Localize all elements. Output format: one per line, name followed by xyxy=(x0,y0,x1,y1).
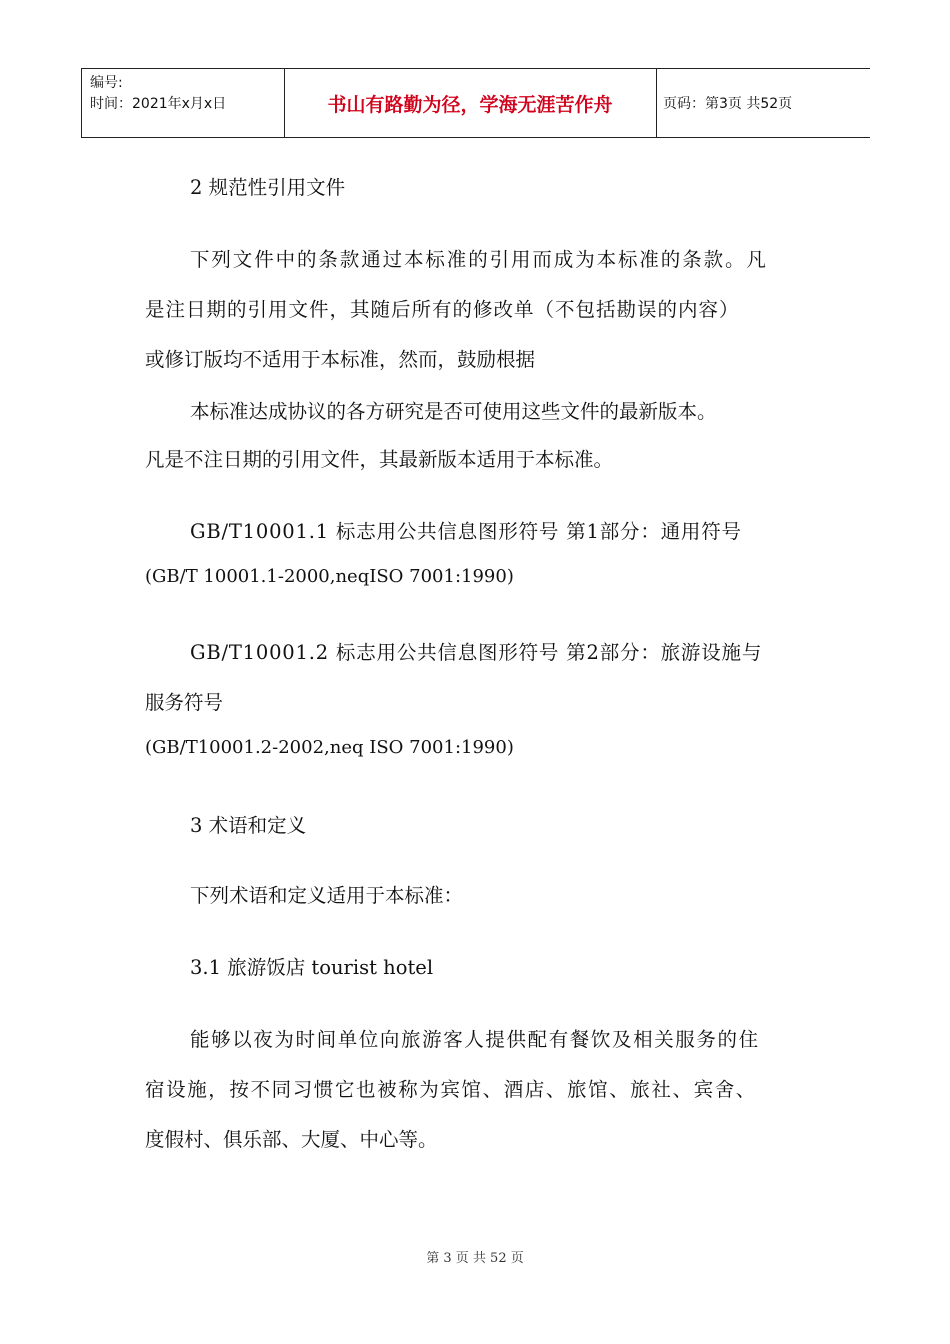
paragraph-line: 能够以夜为时间单位向旅游客人提供配有餐饮及相关服务的住 xyxy=(190,1028,760,1051)
header-border-left xyxy=(81,69,82,137)
header-meta xyxy=(90,73,226,115)
section-heading-3: 3 术语和定义 xyxy=(190,814,307,837)
section-heading-2: 2 规范性引用文件 xyxy=(190,176,346,199)
reference-line: (GB/T10001.2-2002,neq ISO 7001:1990) xyxy=(145,737,514,758)
subsection-heading-3-1: 3.1 旅游饭店 tourist hotel xyxy=(190,956,434,979)
paragraph-line: 宿设施，按不同习惯它也被称为宾馆、酒店、旅馆、旅社、宾舍、 xyxy=(145,1078,757,1101)
paragraph-line: 度假村、俱乐部、大厦、中心等。 xyxy=(145,1128,438,1151)
paragraph-line: 本标准达成协议的各方研究是否可使用这些文件的最新版本。 xyxy=(190,400,717,423)
page-header xyxy=(81,68,870,138)
reference-line: GB/T10001.1 标志用公共信息图形符号 第1部分：通用符号 xyxy=(190,520,742,543)
page-footer: 第 3 页 共 52 页 xyxy=(426,1251,524,1266)
reference-line: GB/T10001.2 标志用公共信息图形符号 第2部分：旅游设施与 xyxy=(190,641,763,664)
header-time-label: 时间：2021年x月x日 xyxy=(90,96,227,112)
reference-line: 服务符号 xyxy=(145,691,224,714)
paragraph-line: 凡是不注日期的引用文件，其最新版本适用于本标准。 xyxy=(145,448,614,471)
paragraph-line: 下列文件中的条款通过本标准的引用而成为本标准的条款。凡 xyxy=(190,248,768,271)
header-divider-2 xyxy=(656,69,657,137)
paragraph-line: 是注日期的引用文件，其随后所有的修改单（不包括勘误的内容） xyxy=(145,298,740,321)
paragraph-line: 或修订版均不适用于本标准，然而，鼓励根据 xyxy=(145,348,536,371)
paragraph-line: 下列术语和定义适用于本标准： xyxy=(190,884,464,907)
header-page-info: 页码：第3页 共52页 xyxy=(663,96,793,112)
header-number-label: 编号: xyxy=(90,75,123,91)
reference-line: (GB/T 10001.1-2000,neqISO 7001:1990) xyxy=(145,566,514,587)
header-motto: 书山有路勤为径，学海无涯苦作舟 xyxy=(327,93,613,116)
